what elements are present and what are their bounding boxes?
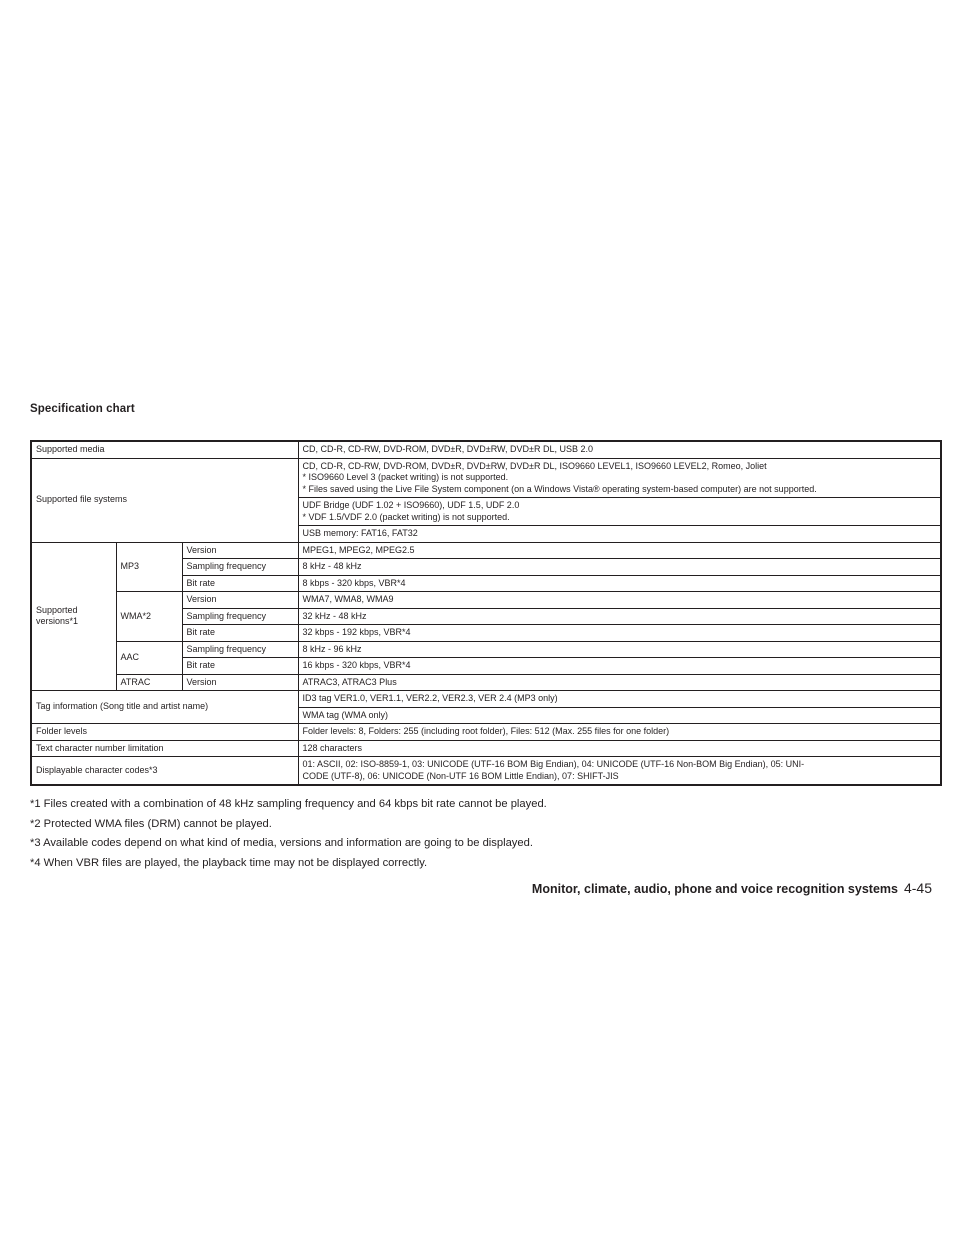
label-folder-levels: Folder levels	[31, 724, 298, 741]
label-mp3: MP3	[116, 542, 182, 592]
table-row-supported-media	[31, 441, 941, 458]
label-mp3-bitrate: Bit rate	[182, 575, 298, 592]
label-mp3-version: Version	[182, 542, 298, 559]
table-row-mp3-version	[31, 542, 941, 559]
section-title: Specification chart	[30, 403, 135, 415]
label-mp3-sampling: Sampling frequency	[182, 559, 298, 576]
label-supported-versions: Supported versions*1	[31, 542, 116, 691]
value-mp3-bitrate: 8 kbps - 320 kbps, VBR*4	[298, 575, 941, 592]
table-row-folder-levels	[31, 724, 941, 741]
footnote-2: *2 Protected WMA files (DRM) cannot be played.	[30, 817, 272, 830]
table-row-aac-sampling	[31, 641, 941, 658]
value-file-systems-usb: USB memory: FAT16, FAT32	[298, 526, 941, 543]
label-aac: AAC	[116, 641, 182, 674]
page-number: 4-45	[903, 880, 932, 896]
footnote-1: *1 Files created with a combination of 48 kHz sampling frequency and 64 kbps bit rate cannot be played.	[30, 798, 547, 810]
footer-section-title: Monitor, climate, audio, phone and voice recognition systems	[531, 882, 898, 896]
display-codes-line: CODE (UTF-8), 06: UNICODE (Non-UTF 16 BOM Little Endian), 07: SHIFT-JIS	[302, 770, 619, 781]
file-systems-disc-note: * Files saved using the Live File System component (on a Windows Vista® operating system-based computer) are not supported.	[302, 483, 817, 494]
value-folder-levels: Folder levels: 8, Folders: 255 (including root folder), Files: 512 (Max. 255 files for one folder)	[298, 724, 941, 741]
page-footer	[532, 880, 932, 896]
footnote-4: *4 When VBR files are played, the playback time may not be displayed correctly.	[30, 856, 428, 869]
specification-table	[30, 440, 942, 786]
value-text-limit: 128 characters	[298, 740, 941, 757]
label-supported-media: Supported media	[31, 441, 298, 458]
file-systems-disc-line: CD, CD-R, CD-RW, DVD-ROM, DVD±R, DVD±RW, DVD±R DL, ISO9660 LEVEL1, ISO9660 LEVEL2, Romeo, Joliet	[302, 460, 767, 471]
footnotes	[30, 797, 940, 875]
value-supported-media: CD, CD-R, CD-RW, DVD-ROM, DVD±R, DVD±RW, DVD±R DL, USB 2.0	[298, 441, 941, 458]
value-mp3-sampling: 8 kHz - 48 kHz	[298, 559, 941, 576]
value-wma-sampling: 32 kHz - 48 kHz	[298, 608, 941, 625]
label-atrac: ATRAC	[116, 674, 182, 691]
file-systems-udf-line: UDF Bridge (UDF 1.02 + ISO9660), UDF 1.5, UDF 2.0	[302, 500, 520, 510]
label-atrac-version: Version	[182, 674, 298, 691]
table-row-display-codes	[31, 757, 941, 786]
value-file-systems-disc	[298, 458, 941, 498]
file-systems-udf-note: * VDF 1.5/VDF 2.0 (packet writing) is not supported.	[302, 511, 510, 522]
label-wma: WMA*2	[116, 592, 182, 642]
label-text-limit: Text character number limitation	[31, 740, 298, 757]
label-aac-sampling: Sampling frequency	[182, 641, 298, 658]
table-row-tag-id3	[31, 691, 941, 708]
label-display-codes: Displayable character codes*3	[31, 757, 298, 786]
footnote-3: *3 Available codes depend on what kind of media, versions and information are going to be displayed.	[30, 837, 533, 849]
label-file-systems: Supported file systems	[31, 458, 298, 542]
label-aac-bitrate: Bit rate	[182, 658, 298, 675]
value-wma-version: WMA7, WMA8, WMA9	[298, 592, 941, 609]
label-wma-bitrate: Bit rate	[182, 625, 298, 642]
label-wma-version: Version	[182, 592, 298, 609]
value-atrac-version: ATRAC3, ATRAC3 Plus	[298, 674, 941, 691]
value-display-codes	[298, 757, 941, 786]
value-mp3-version: MPEG1, MPEG2, MPEG2.5	[298, 542, 941, 559]
value-aac-bitrate: 16 kbps - 320 kbps, VBR*4	[298, 658, 941, 675]
label-tag-information: Tag information (Song title and artist name)	[31, 691, 298, 724]
value-wma-bitrate: 32 kbps - 192 kbps, VBR*4	[298, 625, 941, 642]
value-tag-id3: ID3 tag VER1.0, VER1.1, VER2.2, VER2.3, VER 2.4 (MP3 only)	[298, 691, 941, 708]
table-row-wma-version	[31, 592, 941, 609]
display-codes-line: 01: ASCII, 02: ISO-8859-1, 03: UNICODE (UTF-16 BOM Big Endian), 04: UNICODE (UTF-16 Non-BOM Big Endian), 05: UNI-	[302, 759, 805, 769]
table-row-file-systems	[31, 458, 941, 498]
table-row-text-limit	[31, 740, 941, 757]
file-systems-disc-note: * ISO9660 Level 3 (packet writing) is not supported.	[302, 472, 509, 482]
label-wma-sampling: Sampling frequency	[182, 608, 298, 625]
table-row-atrac-version	[31, 674, 941, 691]
value-tag-wma: WMA tag (WMA only)	[298, 707, 941, 724]
value-aac-sampling: 8 kHz - 96 kHz	[298, 641, 941, 658]
value-file-systems-udf	[298, 498, 941, 526]
